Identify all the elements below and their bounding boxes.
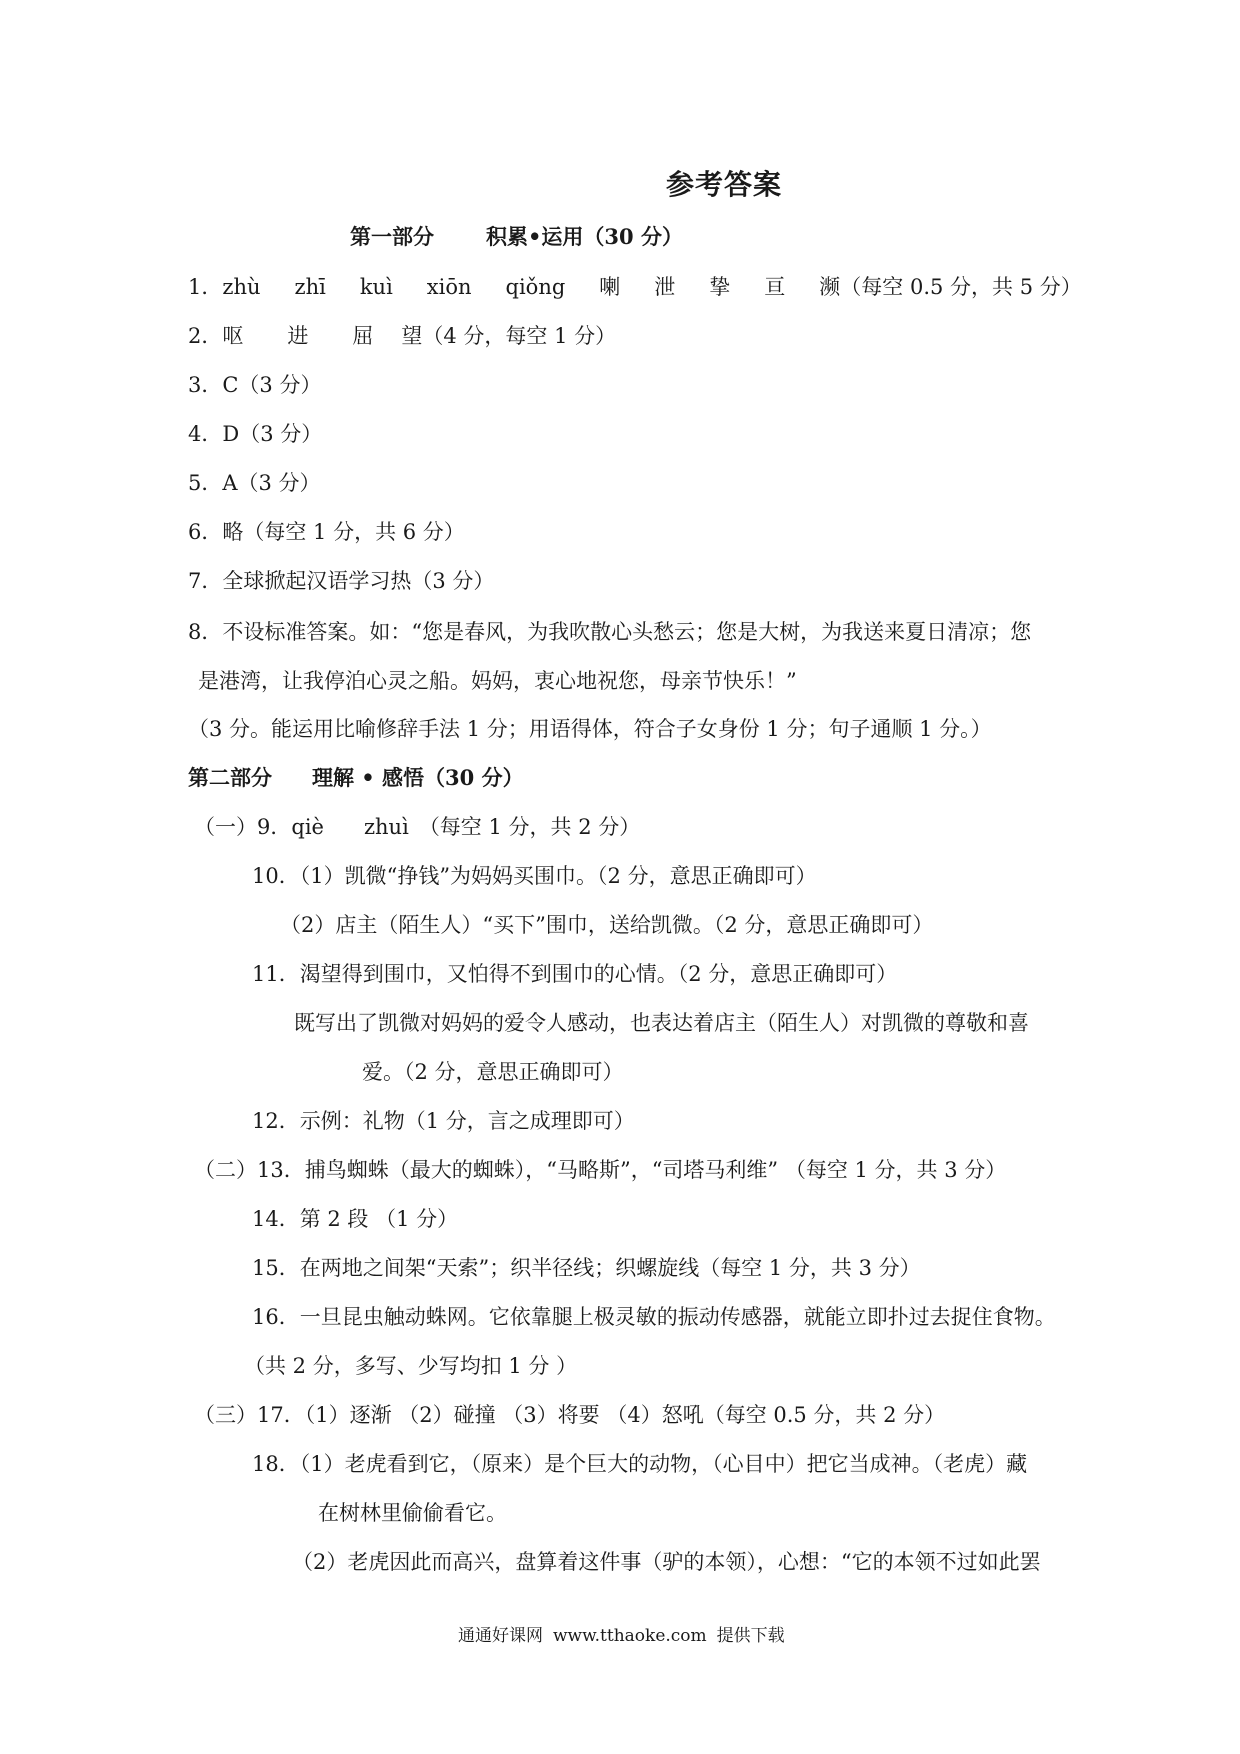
q1-item: 濒 [819,275,841,299]
q1-item: zhī [294,275,326,299]
answer-q4: 4．D（3 分） [188,422,323,446]
answer-q5: 5．A（3 分） [188,471,321,495]
page-title: 参考答案 [666,168,783,201]
q1-item: 挚 [709,275,731,299]
answer-q18-1: 18．（1）老虎看到它，（原来）是个巨大的动物，（心目中）把它当成神。（老虎）藏 [252,1452,1028,1476]
q9-item: qiè [291,815,324,839]
q2-item: 屈 [352,324,374,348]
q9-item: zhuì [363,815,409,839]
answer-q13: （二）13．捕鸟蜘蛛（最大的蜘蛛），“马略斯”，“司塔马利维” （每空 1 分，共 3 分） [194,1158,1007,1182]
q1-item: 泄 [654,275,676,299]
answer-q17: （三）17．（1）逐渐 （2）碰撞 （3）将要 （4）怒吼（每空 0.5 分，共 2 分） [194,1403,946,1427]
q1-score: （每空 0.5 分，共 5 分） [840,275,1082,299]
q1-item: 亘 [764,275,786,299]
answer-q3: 3．C（3 分） [188,373,322,397]
part1-heading [350,222,683,252]
answer-q18-3: （2）老虎因此而高兴，盘算着这件事（驴的本领），心想：“它的本领不过如此罢 [292,1550,1041,1574]
q1-item: kuì [359,275,393,299]
answer-q18-2: 在树林里偷偷看它。 [318,1501,507,1525]
answer-q6: 6．略（每空 1 分，共 6 分） [188,520,465,544]
answer-q12: 12．示例：礼物（1 分，言之成理即可） [252,1109,635,1133]
section1-prefix: （一）9． [194,815,292,839]
answer-q11-1: 11．渴望得到围巾，又怕得不到围巾的心情。（2 分，意思正确即可） [252,962,898,986]
part2-title: 理解 • 感悟（30 分） [312,765,524,790]
q1-item: xiōn [426,275,472,299]
footer-note: 提供下载 [716,1626,785,1646]
answer-q8-line: 8．不设标准答案。如：“您是春风，为我吹散心头愁云；您是大树，为我送来夏日清凉；您 [188,620,1032,644]
q1-number: 1． [188,275,223,299]
answer-q8-scoring: （3 分。能运用比喻修辞手法 1 分；用语得体，符合子女身份 1 分；句子通顺 1 分。） [188,717,992,741]
part1-title: 积累•运用（30 分） [486,224,683,249]
answer-q11-2: 既写出了凯微对妈妈的爱令人感动，也表达着店主（陌生人）对凯微的尊敬和喜 [294,1011,1029,1035]
q1-item: qiǒng [505,275,566,299]
part2-heading [188,763,524,793]
part1-label: 第一部分 [350,224,434,249]
q1-item: zhù [222,275,261,299]
answer-q10-1: 10．（1）凯微“挣钱”为妈妈买围巾。（2 分，意思正确即可） [252,864,817,888]
q2-item: 呕 [222,324,244,348]
page-footer [458,1624,785,1648]
answer-q7: 7．全球掀起汉语学习热（3 分） [188,569,495,593]
q2-score: （4 分，每空 1 分） [422,324,617,348]
answer-q2 [188,321,616,351]
answer-q16-1: 16．一旦昆虫触动蛛网。它依靠腿上极灵敏的振动传感器，就能立即扑过去捉住食物。 [252,1305,1056,1329]
q2-item: 望 [401,324,423,348]
answer-q11-3: 爱。（2 分，意思正确即可） [362,1060,624,1084]
q2-item: 进 [287,324,309,348]
footer-site-name: 通通好课网 [458,1626,543,1646]
q2-number: 2． [188,324,223,348]
q9-score: （每空 1 分，共 2 分） [418,815,641,839]
answer-q8-line: 是港湾，让我停泊心灵之船。妈妈，衷心地祝您，母亲节快乐！” [198,669,797,693]
footer-url: www.tthaoke.com [553,1626,707,1646]
answer-q9 [194,812,640,842]
answer-q16-2: （共 2 分，多写、少写均扣 1 分 ） [244,1354,578,1378]
part2-label: 第二部分 [188,765,272,790]
answer-q1 [188,272,1082,302]
answer-q15: 15．在两地之间架“天索”；织半径线；织螺旋线（每空 1 分，共 3 分） [252,1256,921,1280]
answer-q10-2: （2）店主（陌生人）“买下”围巾，送给凯微。（2 分，意思正确即可） [280,913,934,937]
q1-item: 喇 [599,275,621,299]
answer-q14: 14．第 2 段 （1 分） [252,1207,459,1231]
